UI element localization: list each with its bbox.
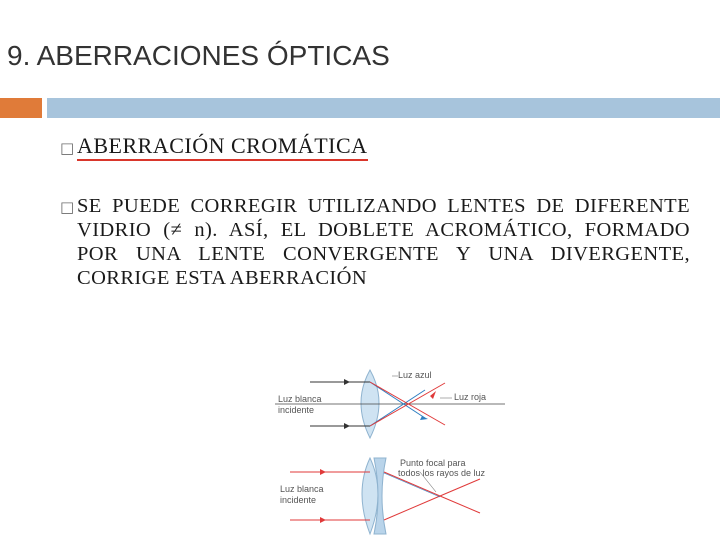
achromatic-doublet-diagram	[280, 458, 486, 534]
label-focal-point: Punto focal para	[400, 458, 466, 468]
lens-diagram	[270, 362, 510, 540]
single-lens-diagram	[275, 370, 505, 438]
label-blue-light: Luz azul	[398, 370, 432, 380]
slide-title: 9. ABERRACIONES ÓPTICAS	[7, 40, 390, 71]
label-incident: incidente	[278, 405, 315, 415]
accent-bar-orange	[0, 98, 42, 118]
accent-bar-blue	[47, 98, 720, 118]
label-white-light: Luz blanca	[280, 484, 324, 494]
label-incident: incidente	[280, 495, 317, 505]
bullet-icon: □	[60, 139, 75, 157]
label-all-rays: todos los rayos de luz	[398, 468, 486, 478]
chromatic-aberration-figure	[270, 362, 510, 540]
label-red-light: Luz roja	[454, 392, 487, 402]
section-heading: ABERRACIÓN CROMÁTICA	[77, 132, 368, 161]
label-white-light: Luz blanca	[278, 394, 322, 404]
bullet-icon: □	[60, 198, 75, 216]
body-paragraph: SE PUEDE CORREGIR UTILIZANDO LENTES DE DIFERENTE VIDRIO (≠ n). ASÍ, EL DOBLETE ACROMÁTICO, FORMADO POR UNA LENTE CONVERGENTE Y UNA DIVERGENTE, CORRIGE ESTA ABERRACIÓN	[77, 195, 690, 289]
